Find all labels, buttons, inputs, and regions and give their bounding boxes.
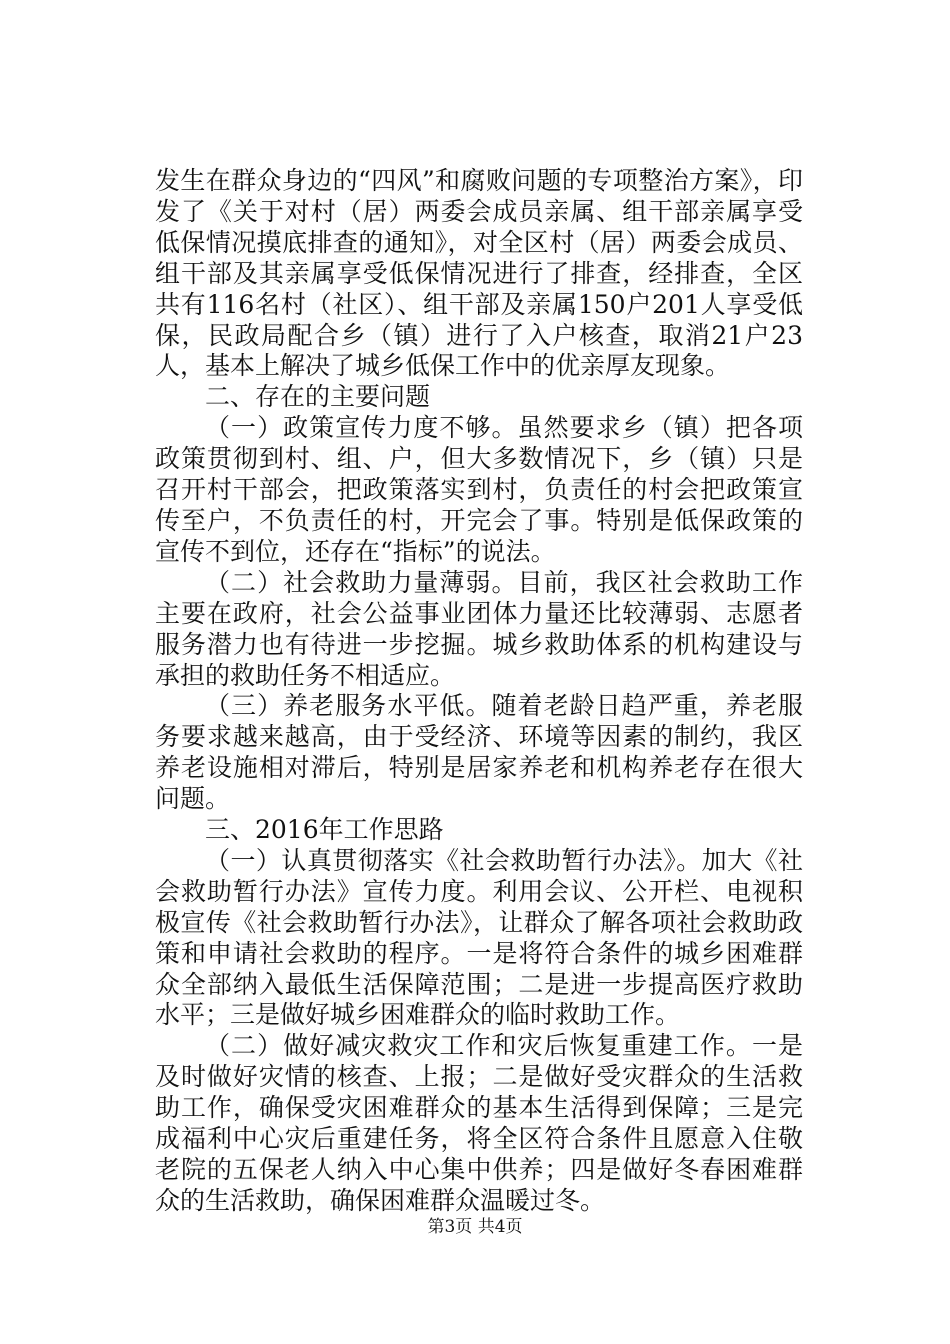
paragraph-1: 发生在群众身边的“四风”和腐败问题的专项整治方案》，印发了《关于对村（居）两委会成员亲属、组干部亲属享受低保情况摸底排查的通知》，对全区村（居）两委会成员、组干部及其亲属享受低保情况进行了排查，经排查，全区共有116名村（社区）、组干部及亲属150户201人享受低保，民政局配合乡（镇）进行了入户核查，取消21户23人，基本上解决了城乡低保工作中的优亲厚友现象。 xyxy=(155,166,803,381)
page-number-label: 第3页 共4页 xyxy=(427,1217,523,1237)
page-footer xyxy=(0,1216,950,1238)
paragraph-plan-2: （二）做好减灾救灾工作和灾后恢复重建工作。一是及时做好灾情的核查、上报；二是做好受灾群众的生活救助工作，确保受灾困难群众的基本生活得到保障；三是完成福利中心灾后重建任务，将全区符合条件且愿意入住敬老院的五保老人纳入中心集中供养；四是做好冬春困难群众的生活救助，确保困难群众温暖过冬。 xyxy=(155,1031,803,1215)
section-heading-problems: 二、存在的主要问题 xyxy=(205,382,431,412)
paragraph-problem-2: （二）社会救助力量薄弱。目前，我区社会救助工作主要在政府，社会公益事业团体力量还比较薄弱、志愿者服务潜力也有待进一步挖掘。城乡救助体系的机构建设与承担的救助任务不相适应。 xyxy=(155,567,803,690)
paragraph-plan-1: （一）认真贯彻落实《社会救助暂行办法》。加大《社会救助暂行办法》宣传力度。利用会议、公开栏、电视积极宣传《社会救助暂行办法》，让群众了解各项社会救助政策和申请社会救助的程序。一是将符合条件的城乡困难群众全部纳入最低生活保障范围；二是进一步提高医疗救助水平；三是做好城乡困难群众的临时救助工作。 xyxy=(155,845,803,1030)
section-heading-plan: 三、2016年工作思路 xyxy=(205,815,444,845)
paragraph-problem-3: （三）养老服务水平低。随着老龄日趋严重，养老服务要求越来越高，由于受经济、环境等因素的制约，我区养老设施相对滞后，特别是居家养老和机构养老存在很大问题。 xyxy=(155,691,803,814)
paragraph-problem-1: （一）政策宣传力度不够。虽然要求乡（镇）把各项政策贯彻到村、组、户，但大多数情况下，乡（镇）只是召开村干部会，把政策落实到村，负责任的村会把政策宣传至户，不负责任的村，开完会了事。特别是低保政策的宣传不到位，还存在“指标”的说法。 xyxy=(155,413,803,566)
document-body xyxy=(155,166,803,1217)
